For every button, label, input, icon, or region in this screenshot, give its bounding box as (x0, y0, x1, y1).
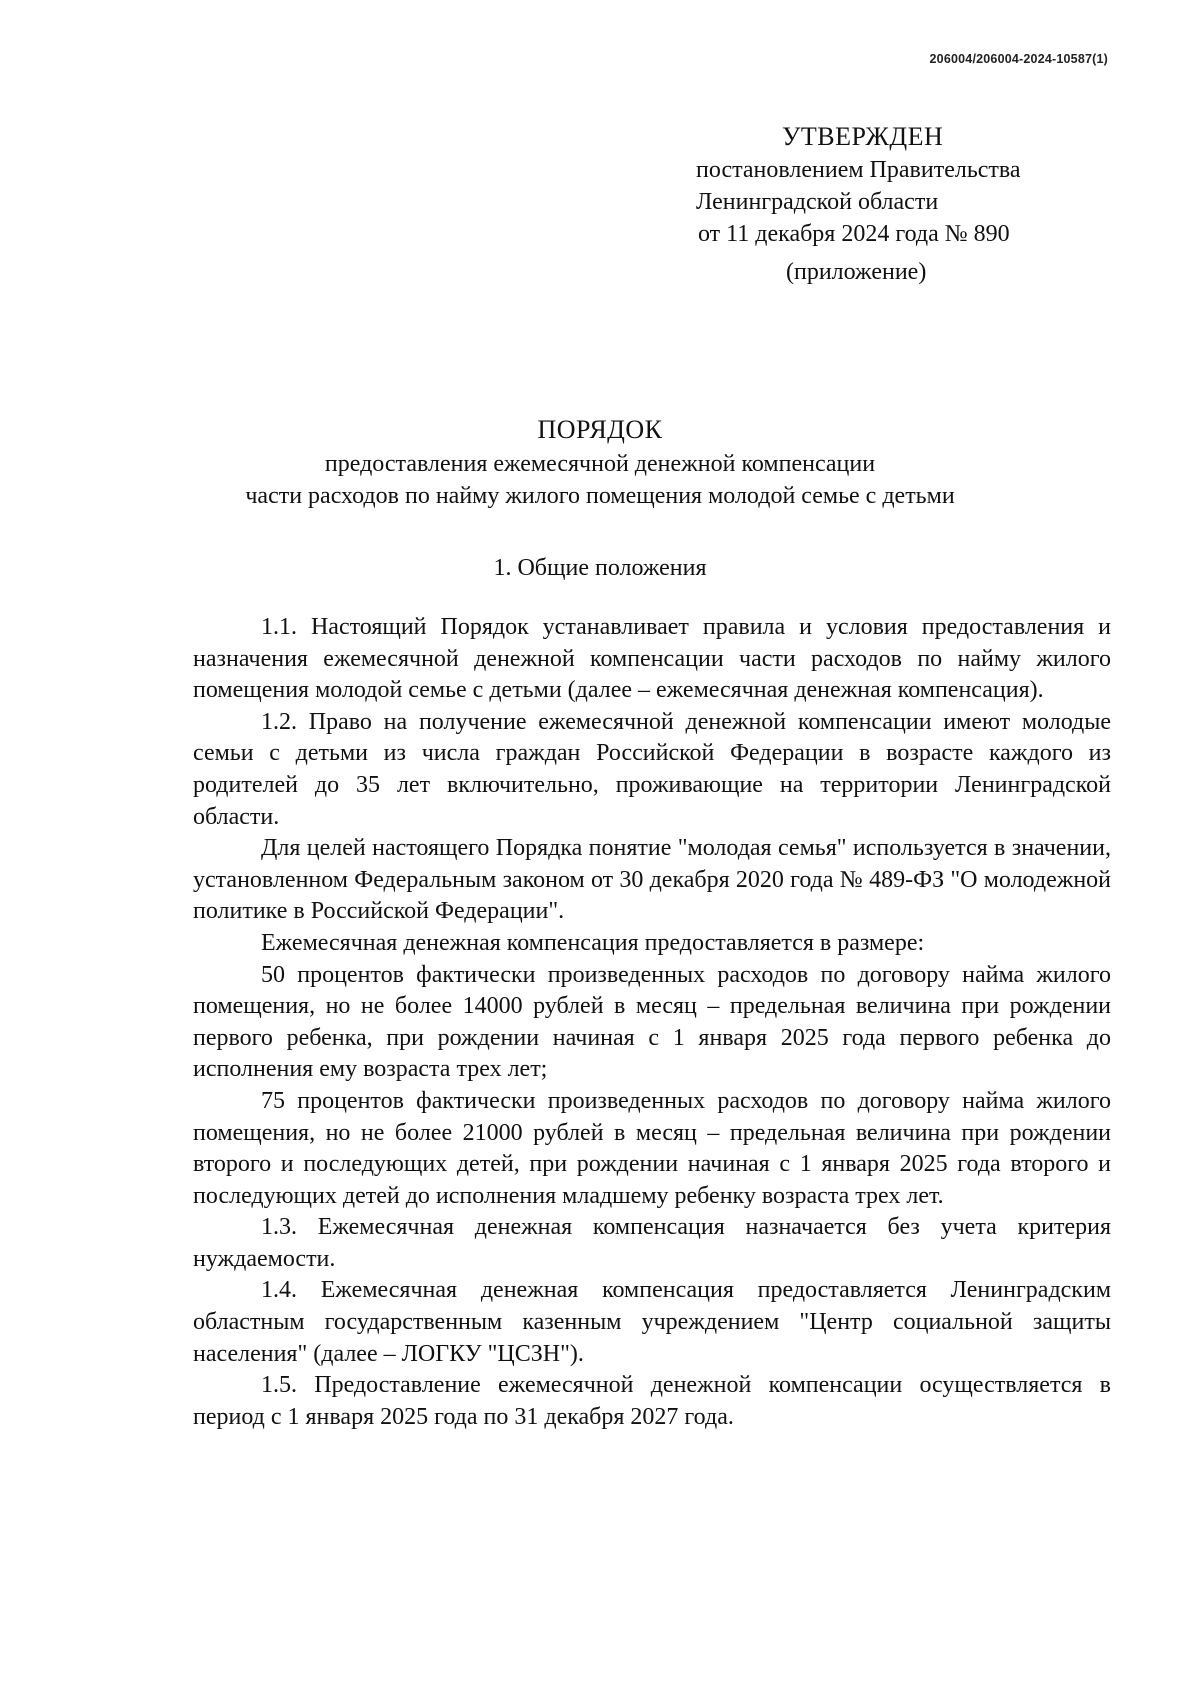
approval-line-3: от 11 декабря 2024 года № 890 (698, 221, 1010, 247)
paragraph: 50 процентов фактически произведенных расходов по договору найма жилого помещения, но не более 14000 рублей в месяц – предельная величина при рождении первого ребенка, при рождении начиная с 1 января 2025 года первого ребенка до исполнения ему возраста трех лет; (193, 961, 1111, 1083)
approval-block (696, 120, 1136, 288)
section-heading: 1. Общие положения (493, 555, 707, 581)
paragraph: 1.2. Право на получение ежемесячной денежной компенсации имеют молодые семьи с детьми из числа граждан Российской Федерации в возрасте каждого из родителей до 35 лет включительно, проживающие на территории Ленинградской области. (193, 708, 1111, 830)
paragraph: 75 процентов фактически произведенных расходов по договору найма жилого помещения, но не более 21000 рублей в месяц – предельная величина при рождении второго и последующих детей, при рождении начиная с 1 января 2025 года второго и последующих детей до исполнения младшему ребенку возраста трех лет. (193, 1087, 1111, 1209)
approval-line-1: постановлением Правительства (696, 157, 1021, 183)
document-subtitle-line-2: части расходов по найму жилого помещения молодой семье с детьми (245, 483, 955, 509)
paragraph: Ежемесячная денежная компенсация предоставляется в размере: (261, 929, 925, 956)
document-title: ПОРЯДОК (537, 415, 663, 444)
document-body (193, 612, 1111, 1433)
paragraph: Для целей настоящего Порядка понятие "молодая семья" используется в значении, установленном Федеральным законом от 30 декабря 2020 года № 489-ФЗ "О молодежной политике в Российской Федерации". (193, 835, 1111, 925)
paragraph: 1.3. Ежемесячная денежная компенсация назначается без учета критерия нуждаемости. (193, 1214, 1111, 1272)
document-title-block (0, 414, 1200, 512)
paragraph: 1.1. Настоящий Порядок устанавливает правила и условия предоставления и назначения ежемесячной денежной компенсации части расходов по найму жилого помещения молодой семье с детьми (далее – ежемесячная денежная компенсация). (193, 614, 1111, 704)
document-subtitle-line-1: предоставления ежемесячной денежной компенсации (324, 451, 876, 477)
paragraph: 1.4. Ежемесячная денежная компенсация предоставляется Ленинградским областным государственным казенным учреждением "Центр социальной защиты населения" (далее – ЛОГКУ "ЦСЗН"). (193, 1277, 1111, 1367)
paragraph: 1.5. Предоставление ежемесячной денежной компенсации осуществляется в период с 1 января 2025 года по 31 декабря 2027 года. (193, 1372, 1111, 1430)
document-registration-number: 206004/206004-2024-10587(1) (929, 52, 1108, 66)
approval-line-2: Ленинградской области (696, 189, 939, 215)
approval-annex: (приложение) (786, 259, 927, 285)
approval-stamp: УТВЕРЖДЕН (782, 122, 944, 151)
